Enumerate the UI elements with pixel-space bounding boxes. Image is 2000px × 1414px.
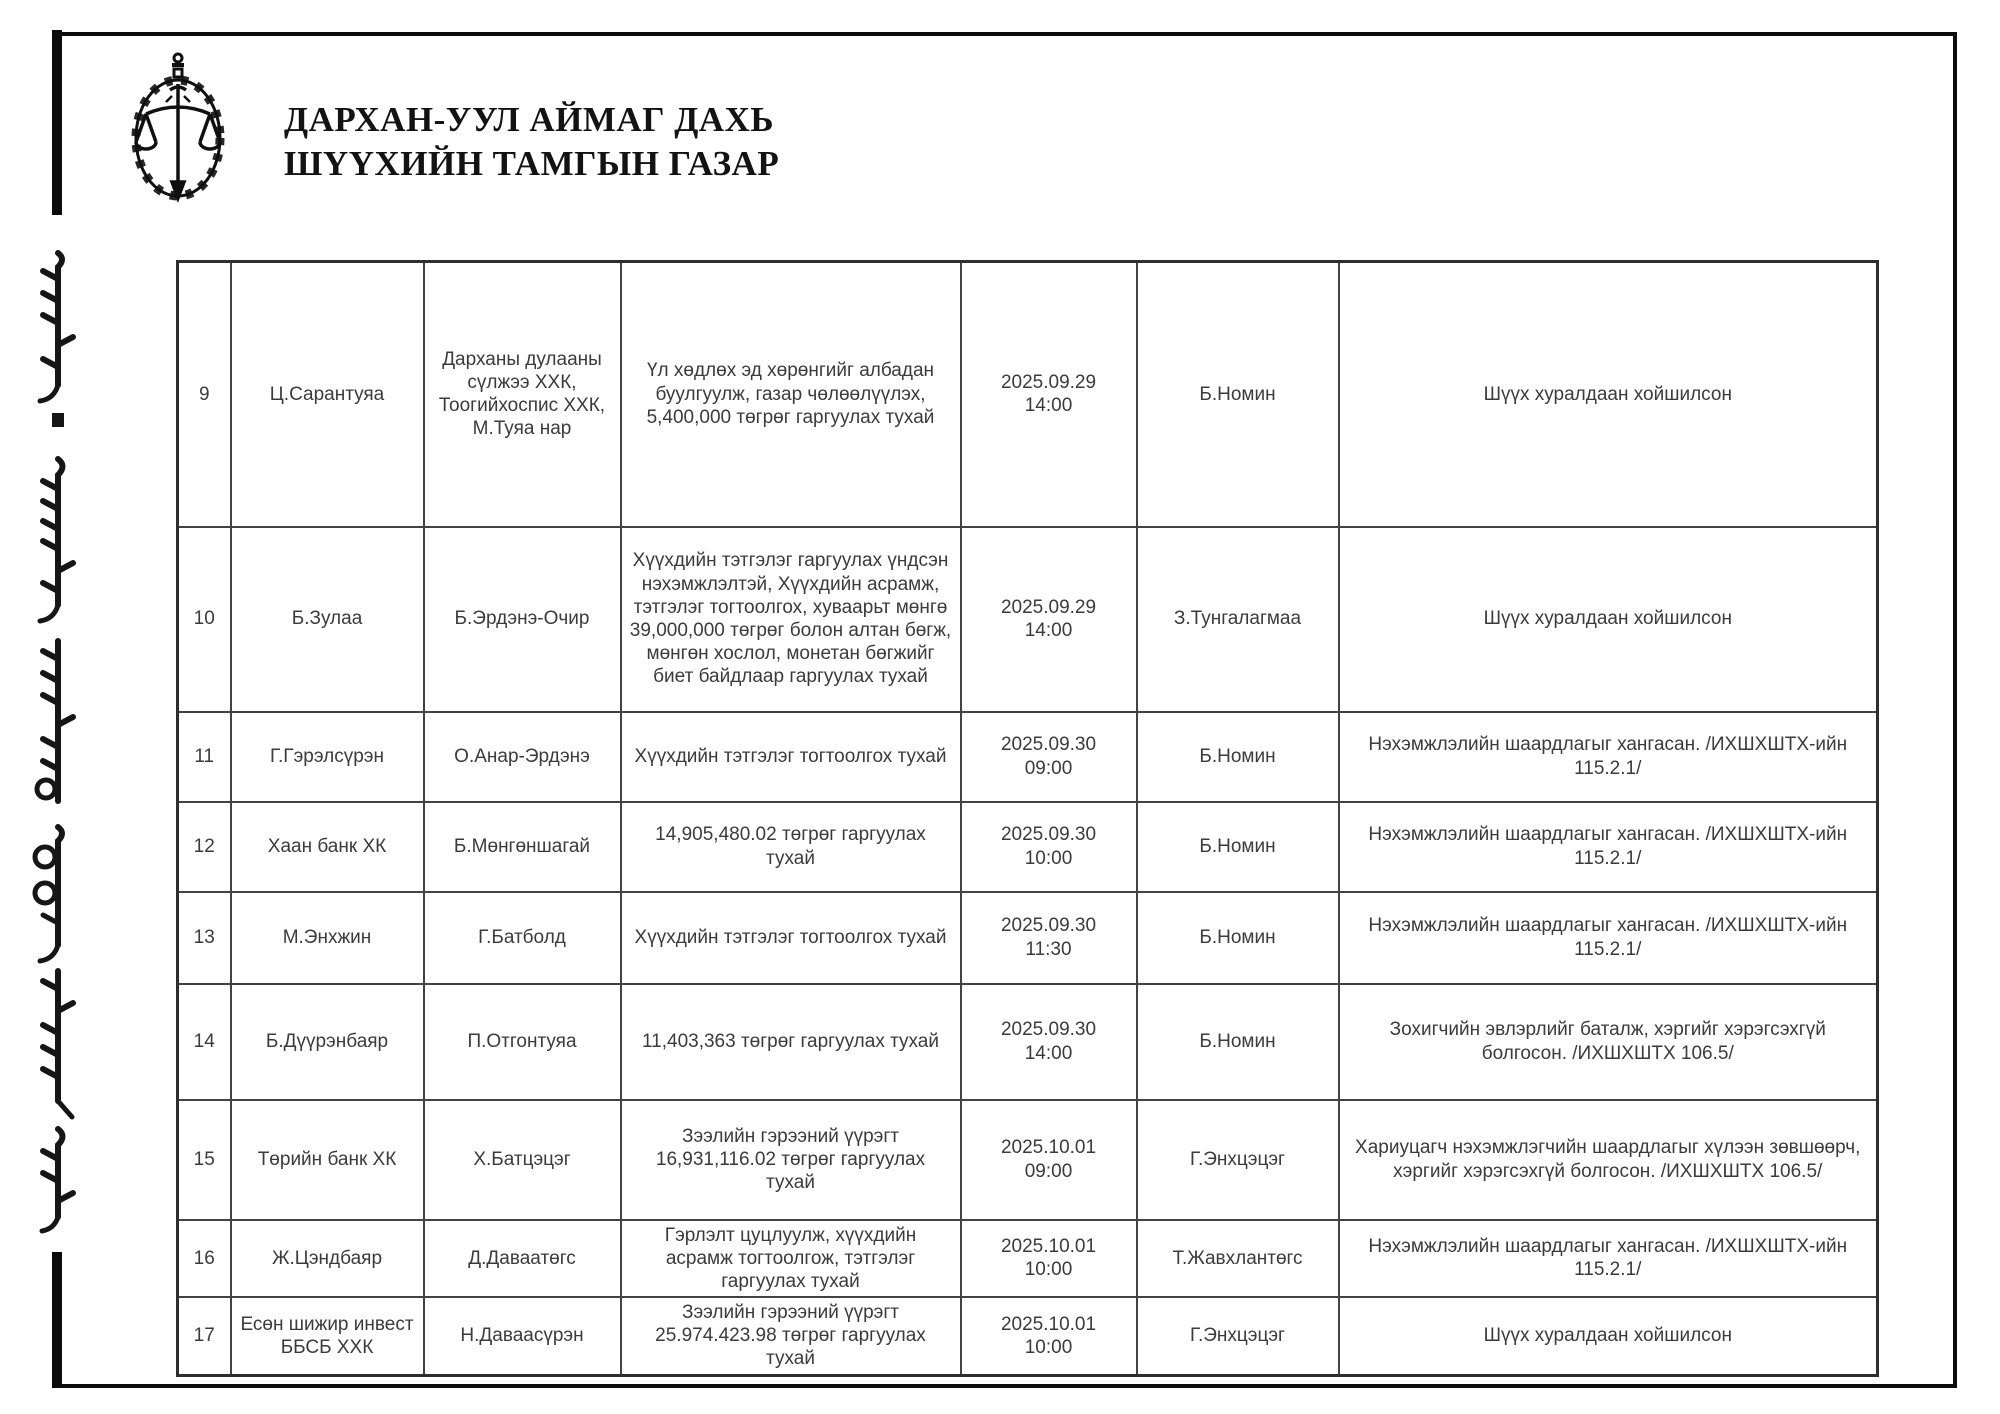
cell-defendant: П.Отгонтуяа: [424, 984, 621, 1100]
cell-no: 11: [178, 712, 231, 802]
cell-no: 15: [178, 1100, 231, 1220]
cell-result: Шүүх хуралдаан хойшилсон: [1339, 527, 1878, 712]
cell-plaintiff: Б.Дүүрэнбаяр: [231, 984, 424, 1100]
hearing-date: 2025.09.29: [1000, 372, 1097, 394]
cell-datetime: [961, 802, 1137, 892]
cell-plaintiff: Г.Гэрэлсүрэн: [231, 712, 424, 802]
cell-datetime: [961, 1297, 1137, 1375]
hearing-date: 2025.09.30: [1000, 734, 1097, 756]
cell-defendant: Дарханы дулааны сүлжээ ХХК, Тоогийхоспис ХХК, М.Туяа нар: [424, 262, 621, 527]
hearing-time: 09:00: [1024, 1160, 1073, 1182]
cell-plaintiff: Ц.Сарантуяа: [231, 262, 424, 527]
cell-result: Нэхэмжлэлийн шаардлагыг хангасан. /ИХШХШТХ-ийн 115.2.1/: [1339, 1220, 1878, 1298]
cell-claim: Хүүхдийн тэтгэлэг тогтоолгох тухай: [621, 712, 961, 802]
cell-no: 13: [178, 892, 231, 984]
cell-plaintiff: Хаан банк ХК: [231, 802, 424, 892]
cell-claim: Зээлийн гэрээний үүрэгт 25.974.423.98 төгрөг гаргуулах тухай: [621, 1297, 961, 1375]
cell-plaintiff: Есөн шижир инвест ББСБ ХХК: [231, 1297, 424, 1375]
hearing-date: 2025.10.01: [1000, 1137, 1097, 1159]
cell-plaintiff: Б.Зулаа: [231, 527, 424, 712]
cell-result: Шүүх хуралдаан хойшилсон: [1339, 1297, 1878, 1375]
hearing-date: 2025.09.30: [1000, 915, 1097, 937]
frame-border-left-bottom-segment: [52, 1252, 62, 1388]
cell-claim: Гэрлэлт цуцлуулж, хүүхдийн асрамж тогтоолгож, тэтгэлэг гаргуулах тухай: [621, 1220, 961, 1298]
cell-no: 16: [178, 1220, 231, 1298]
cell-judge: Б.Номин: [1137, 712, 1339, 802]
table-row: [178, 1297, 1878, 1375]
table-row: [178, 262, 1878, 527]
table-row: [178, 802, 1878, 892]
hearing-time: 10:00: [1024, 1259, 1073, 1281]
org-title-line2: ШҮҮХИЙН ТАМГЫН ГАЗАР: [284, 144, 780, 184]
cell-no: 14: [178, 984, 231, 1100]
cell-plaintiff: Ж.Цэндбаяр: [231, 1220, 424, 1298]
cell-result: Хариуцагч нэхэмжлэгчийн шаардлагыг хүлээн зөвшөөрч, хэргийг хэрэгсэхгүй болгосон. /ИХШХШТХ 106.5/: [1339, 1100, 1878, 1220]
cell-result: Зохигчийн эвлэрлийг баталж, хэргийг хэрэгсэхгүй болгосон. /ИХШХШТХ 106.5/: [1339, 984, 1878, 1100]
hearing-time: 14:00: [1024, 1042, 1073, 1064]
cell-plaintiff: М.Энхжин: [231, 892, 424, 984]
cell-defendant: Н.Даваасүрэн: [424, 1297, 621, 1375]
soyombo-ornament-icon: [172, 54, 184, 77]
cell-datetime: [961, 984, 1137, 1100]
cell-judge: Б.Номин: [1137, 802, 1339, 892]
hearing-time: 10:00: [1024, 1336, 1073, 1358]
cell-judge: Б.Номин: [1137, 892, 1339, 984]
frame-border-left-top-segment: [52, 30, 62, 215]
cell-defendant: Д.Даваатөгс: [424, 1220, 621, 1298]
cell-datetime: [961, 1220, 1137, 1298]
hearing-date: 2025.10.01: [1000, 1313, 1097, 1335]
table-row: [178, 892, 1878, 984]
org-title-line1: ДАРХАН-УУЛ АЙМАГ ДАХЬ: [284, 100, 774, 139]
table-row: [178, 527, 1878, 712]
cell-datetime: [961, 527, 1137, 712]
frame-border-top: [56, 32, 1957, 36]
cell-no: 17: [178, 1297, 231, 1375]
mongolian-script-vertical-text: [20, 245, 94, 1235]
cell-claim: 14,905,480.02 төгрөг гаргуулах тухай: [621, 802, 961, 892]
cell-plaintiff: Төрийн банк ХК: [231, 1100, 424, 1220]
cell-datetime: [961, 892, 1137, 984]
cell-result: Шүүх хуралдаан хойшилсон: [1339, 262, 1878, 527]
cell-result: Нэхэмжлэлийн шаардлагыг хангасан. /ИХШХШТХ-ийн 115.2.1/: [1339, 892, 1878, 984]
cell-judge: З.Тунгалагмаа: [1137, 527, 1339, 712]
hearing-time: 14:00: [1024, 620, 1073, 641]
cell-no: 12: [178, 802, 231, 892]
cell-judge: Г.Энхцэцэг: [1137, 1297, 1339, 1375]
cell-datetime: [961, 262, 1137, 527]
hearing-date: 2025.10.01: [1000, 1236, 1097, 1258]
cell-judge: Т.Жавхлантөгс: [1137, 1220, 1339, 1298]
cell-claim: Хүүхдийн тэтгэлэг тогтоолгох тухай: [621, 892, 961, 984]
cell-no: 9: [178, 262, 231, 527]
cell-no: 10: [178, 527, 231, 712]
cell-claim: Хүүхдийн тэтгэлэг гаргуулах үндсэн нэхэмжлэлтэй, Хүүхдийн асрамж, тэтгэлэг тогтоолгох, хуваарьт мөнгө 39,000,000 төгрөг болон алтан бөгж, мөнгөн хослол, монетан бөгжийг биет байдлаар гаргуулах тухай: [621, 527, 961, 712]
hearing-time: 10:00: [1024, 847, 1073, 869]
cell-datetime: [961, 712, 1137, 802]
hearing-time: 09:00: [1024, 757, 1073, 779]
table-row: [178, 1220, 1878, 1298]
court-emblem-logo: [126, 50, 230, 206]
cell-claim: 11,403,363 төгрөг гаргуулах тухай: [621, 984, 961, 1100]
cell-defendant: Б.Эрдэнэ-Очир: [424, 527, 621, 712]
court-table-body: [178, 262, 1878, 1376]
cell-judge: Б.Номин: [1137, 984, 1339, 1100]
cell-defendant: Б.Мөнгөншагай: [424, 802, 621, 892]
hearing-date: 2025.09.30: [1000, 824, 1097, 846]
cell-judge: Г.Энхцэцэг: [1137, 1100, 1339, 1220]
hearing-date: 2025.09.30: [1000, 1019, 1097, 1041]
page-title: [284, 98, 779, 186]
hearing-time: 11:30: [1025, 938, 1072, 960]
cell-datetime: [961, 1100, 1137, 1220]
cell-judge: Б.Номин: [1137, 262, 1339, 527]
cell-result: Нэхэмжлэлийн шаардлагыг хангасан. /ИХШХШТХ-ийн 115.2.1/: [1339, 802, 1878, 892]
cell-defendant: Г.Батболд: [424, 892, 621, 984]
cell-result: Нэхэмжлэлийн шаардлагыг хангасан. /ИХШХШТХ-ийн 115.2.1/: [1339, 712, 1878, 802]
cell-claim: Зээлийн гэрээний үүрэгт 16,931,116.02 төгрөг гаргуулах тухай: [621, 1100, 961, 1220]
hearing-date: 2025.09.29: [1000, 596, 1097, 618]
table-row: [178, 712, 1878, 802]
cell-defendant: Х.Батцэцэг: [424, 1100, 621, 1220]
court-hearings-table: [176, 260, 1879, 1377]
frame-border-right: [1953, 32, 1957, 1388]
cell-claim: Үл хөдлөх эд хөрөнгийг албадан буулгуулж, газар чөлөөлүүлэх, 5,400,000 төгрөг гаргуулах тухай: [621, 262, 961, 527]
cell-defendant: О.Анар-Эрдэнэ: [424, 712, 621, 802]
table-row: [178, 984, 1878, 1100]
frame-border-bottom: [56, 1384, 1957, 1388]
hearing-time: 14:00: [1024, 395, 1073, 417]
table-row: [178, 1100, 1878, 1220]
